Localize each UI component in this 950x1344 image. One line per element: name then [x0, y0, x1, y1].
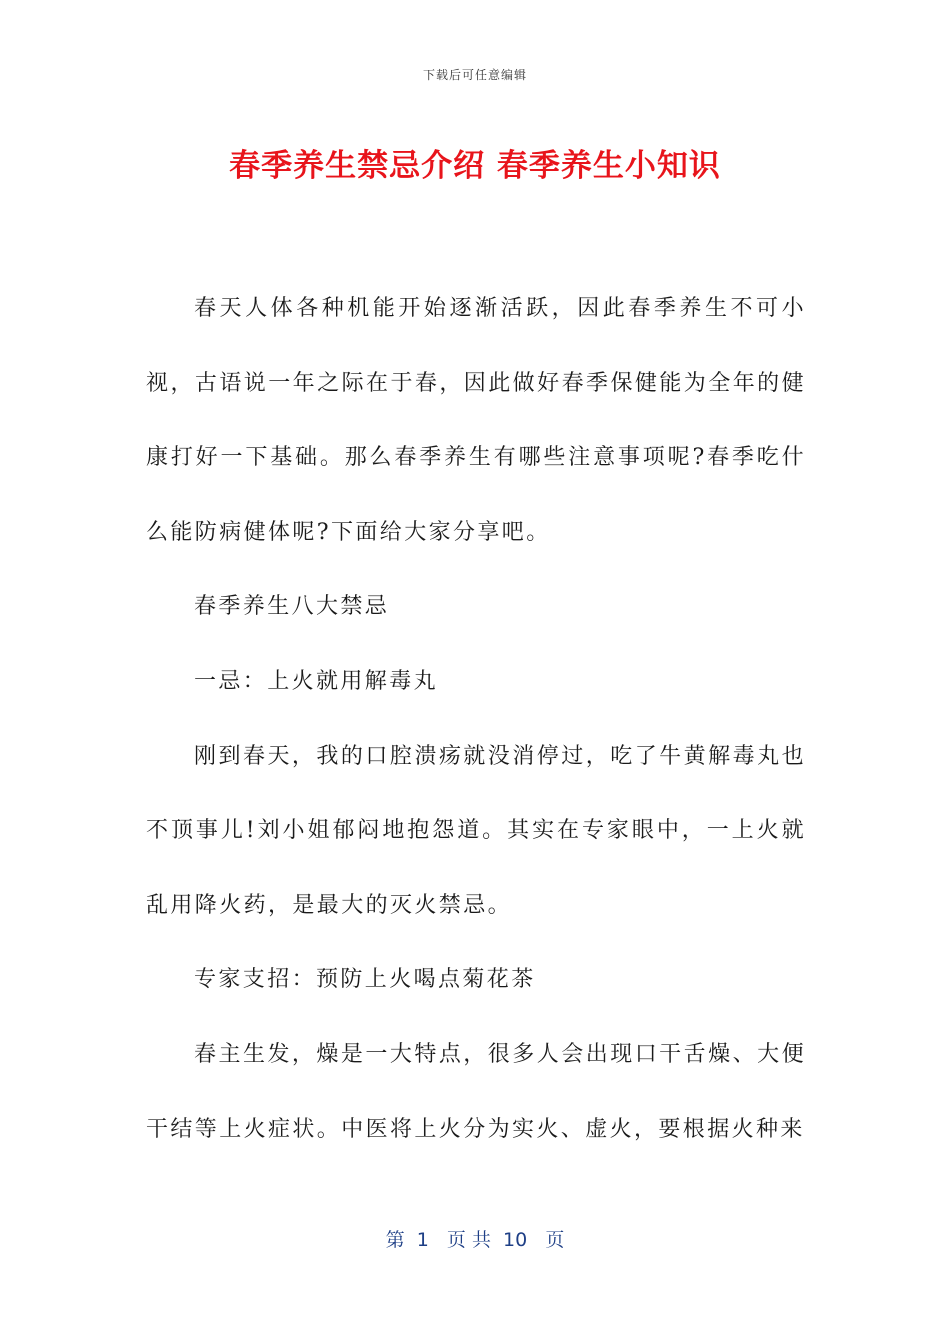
paragraph-expert-tip: 春主生发，燥是一大特点，很多人会出现口干舌燥、大便干结等上火症状。中医将上火分为实火、虚火，要根据火种来 [146, 1041, 806, 1142]
section-heading-taboos: 春季养生八大禁忌 [194, 594, 390, 620]
expert-tip-heading: 专家支招：预防上火喝点菊花茶 [194, 967, 536, 993]
document-body [146, 272, 806, 1167]
paragraph-intro: 春天人体各种机能开始逐渐活跃，因此春季养生不可小视，古语说一年之际在于春，因此做好春季保健能为全年的健康打好一下基础。那么春季养生有哪些注意事项呢?春季吃什么能防病健体呢?下面给大家分享吧。 [146, 296, 806, 545]
paragraph-taboo-one: 刚到春天，我的口腔溃疡就没消停过，吃了牛黄解毒丸也不顶事儿!刘小姐郁闷地抱怨道。其实在专家眼中，一上火就乱用降火药，是最大的灭火禁忌。 [146, 743, 806, 918]
taboo-one-heading: 一忌：上火就用解毒丸 [194, 668, 439, 694]
page-footer: 第 1 页 共 10 页 [385, 1229, 565, 1251]
header-note: 下载后可任意编辑 [422, 68, 527, 82]
document-title: 春季养生禁忌介绍 春季养生小知识 [229, 148, 721, 184]
